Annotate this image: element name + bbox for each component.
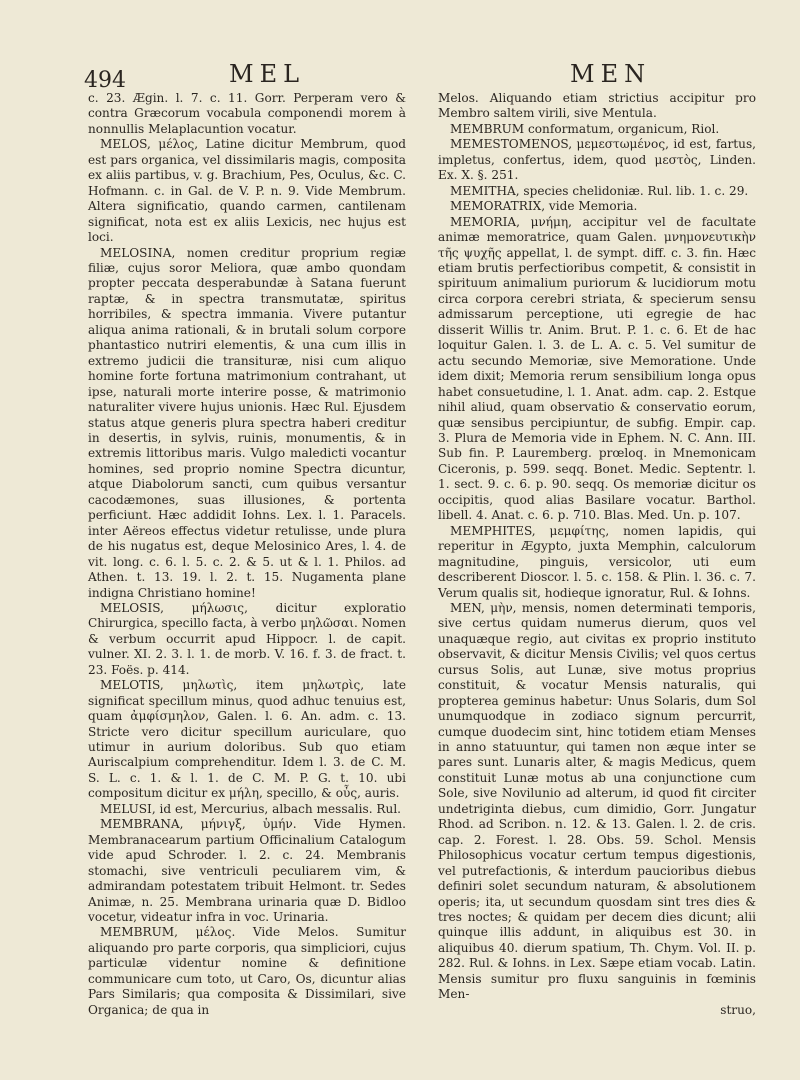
- right-column: [438, 91, 756, 1018]
- entry-melosis: MELOSIS, μήλωσις, dicitur exploratio Chirurgica, specillo facta, à verbo μηλῶσαι. Nomen & verbum occurrit apud Hippocr. l. de capit. vulner. XI. 2. 3. l. 1. de morb. V. 16. f. 3. de fract. t. 23. Foës. p. 414.: [88, 600, 406, 677]
- left-running-head: MEL: [229, 60, 306, 88]
- entry-melotis: MELOTIS, μηλωτὶς, item μηλωτρὶς, late significat specillum minus, quod adhuc tenuius est, quam ἀμφίσμηλον, Galen. l. 6. An. adm. c. 13. Stricte vero dicitur specillum auriculare, quo utimur in aurium doloribus. Sub quo etiam Auriscalpium comprehenditur. Idem l. 3. de C. M. S. L. c. 1. & l. 1. de C. M. P. G. t. 10. ubi compositum dicitur ex μήλη, specillo, & οὖς, auris.: [88, 678, 406, 801]
- entry-melos: MELOS, μέλος, Latine dicitur Membrum, quod est pars organica, vel dissimilaris magis, composita ex aliis partibus, v. g. Brachium, Pes, Oculus, &c. C. Hofmann. c. in Gal. de V. P. n. 9. Vide Membrum. Altera significatio, quando carmen, cantilenam significat, nota est ex aliis Lexicis, nec hujus est loci.: [88, 137, 406, 245]
- left-column: [88, 91, 406, 1018]
- entry-continuation: c. 23. Ægin. l. 7. c. 11. Gorr. Perperam vero & contra Græcorum vocabula componendi morem à nonnullis Melaplacuntion vocatur.: [88, 91, 406, 136]
- catchword: struo,: [720, 1002, 756, 1017]
- entry-membrum-conformatum: MEMBRUM conformatum, organicum, Riol.: [450, 121, 720, 136]
- page-number: 494: [84, 68, 126, 93]
- entry-memestomenos: MEMESTOMENOS, μεμεστωμένος, id est, fartus, impletus, confertus, idem, quod μεστὸς, Linden. Ex. X. §. 251.: [438, 137, 756, 183]
- entry-melusi: MELUSI, id est, Mercurius, albach messalis. Rul.: [100, 801, 402, 816]
- entry-memoratrix: MEMORATRIX, vide Memoria.: [450, 199, 638, 214]
- entry-memitha: MEMITHA, species chelidoniæ. Rul. lib. 1. c. 29.: [450, 183, 749, 198]
- entry-membrana: MEMBRANA, μήνιγξ, ὑμήν. Vide Hymen. Membranacearum partium Officinalium Catalogum vide apud Schroder. l. 2. c. 24. Membranis stomachi, sive ventriculi peculiarem vim, & admirandam potestatem tribuit Helmont. tr. Sedes Animæ, n. 25. Membrana urinaria quæ D. Bidloo vocetur, videatur infra in voc. Urinaria.: [88, 817, 406, 925]
- entry-melosina: MELOSINA, nomen creditur proprium regiæ filiæ, cujus soror Meliora, quæ ambo quondam propter peccata desperabundæ à Satana fuerunt raptæ, & in spectra transmutatæ, spiritus horribiles, & spectra immania. Vivere putantur aliqua anima rationali, & in brutali solum corpore phantastico nutriri elementis, & una cum illis in extremo judicii die transituræ, nisi cum aliquo homine forte fortuna matrimonium contrahant, ut ipse, naturali morte interire posse, & matrimonio naturaliter vivere hujus unionis. Hæc Rul. Ejusdem status atque generis plura spectra haberi creditur in desertis, in sylvis, ruinis, monumentis, & in extremis littoribus maris. Vulgo maledicti vocantur homines, sed proprio nomine Spectra dicuntur, atque Diabolorum sancti, cum quibus versantur cacodæmones, suas illusiones, & portenta perficiunt. Hæc addidit Iohns. Lex. l. 1. Paracels. inter Aëreos effectus videtur retulisse, unde plura de his nugatus est, deque Melosinico Ares, l. 4. de vit. long. c. 6. l. 5. c. 2. & 5. ut & l. 1. Philos. ad Athen. t. 13. 19. l. 2. t. 15. Nugamenta plane indigna Christiano homine!: [88, 245, 406, 600]
- entry-memoria: MEMORIA, μνήμη, accipitur vel de facultate animæ memoratrice, quam Galen. μνημονευτικὴν τῆς ψυχῆς appellat, l. de sympt. diff. c. 3. fin. Hæc etiam brutis perfectioribus competit, & consistit in spirituum animalium puriorum & lucidiorum motu circa corpora cerebri striata, & specierum sensu admissarum perceptione, uti egregie de hac disserit Willis tr. Anim. Brut. P. 1. c. 6. Et de hac loquitur Galen. l. 3. de L. A. c. 5. Vel sumitur de actu secundo Memoriæ, sive Memoratione. Unde idem dixit; Memoria rerum sensibilium longa opus habet consuetudine, l. 1. Anat. adm. cap. 2. Estque nihil aliud, quam observatio & conservatio eorum, quæ sensibus percipiuntur, de subfig. Empir. cap. 3. Plura de Memoria vide in Ephem. N. C. Ann. III. Sub fin. P. Lauremberg. prœloq. in Mnemonicam Ciceronis, p. 599. seqq. Bonet. Medic. Septentr. l. 1. sect. 9. c. 6. p. 90. seqq. Os memoriæ dicitur os occipitis, quod alias Basilare vocatur. Barthol. libell. 4. Anat. c. 6. p. 710. Blas. Med. Un. p. 107.: [438, 214, 756, 523]
- entry-men: MEN, μὴν, mensis, nomen determinati temporis, sive certus quidam numerus dierum, quos vel unaquæque regio, aut civitas ex proprio instituto observavit, & dicitur Mensis Civilis; vel quos certus cursus Solis, aut Lunæ, sive motus proprius constituit, & vocatur Mensis naturalis, qui propterea geminus habetur: Unus Solaris, dum Sol unumquodque in zodiaco signum percurrit, cumque duodecim sint, hinc totidem etiam Menses in anno statuuntur, qui tamen non æque inter se pares sunt. Lunaris alter, & magis Medicus, quem constituit Lunæ motus ab una conjunctione cum Sole, sive Novilunio ad alterum, id quod fit circiter undetriginta diebus, cum dimidio, Gorr. Jungatur Rhod. ad Scribon. n. 12. & 13. Galen. l. 2. de cris. cap. 2. Forest. l. 28. Obs. 59. Schol. Mensis Philosophicus vocatur certum tempus digestionis, vel putrefactionis, & interdum paucioribus diebus definiri solet secundum naturam, & absolutionem operis; ita, ut secundum quosdam sint tres dies & tres noctes; & quidam per decem dies dicunt; alii quinque illis addunt, in aliquibus est 30. in aliquibus 40. dierum spatium, Th. Chym. Vol. II. p. 282. Rul. & Iohns. in Lex. Sæpe etiam vocab. Latin. Mensis sumitur pro fluxu sanguinis in fœminis Men-: [438, 600, 756, 1002]
- entry-memphites: MEMPHITES, μεμφίτης, nomen lapidis, qui reperitur in Ægypto, juxta Memphin, calculorum magnitudine, pinguis, versicolor, uti eum describerent Dioscor. l. 5. c. 158. & Plin. l. 36. c. 7. Verum qualis sit, hodieque ignoratur, Rul. & Iohns.: [438, 523, 756, 600]
- right-running-head: MEN: [570, 60, 652, 88]
- entry-continuation: Melos. Aliquando etiam strictius accipitur pro Membro saltem virili, sive Mentula.: [438, 91, 756, 121]
- entry-membrum: MEMBRUM, μέλος. Vide Melos. Sumitur aliquando pro parte corporis, qua simpliciori, cujus particulæ videntur nomine & definitione communicare cum toto, ut Caro, Os, dicuntur alias Pars Similaris; qua composita & Dissimilari, sive Organica; de qua in: [88, 925, 406, 1017]
